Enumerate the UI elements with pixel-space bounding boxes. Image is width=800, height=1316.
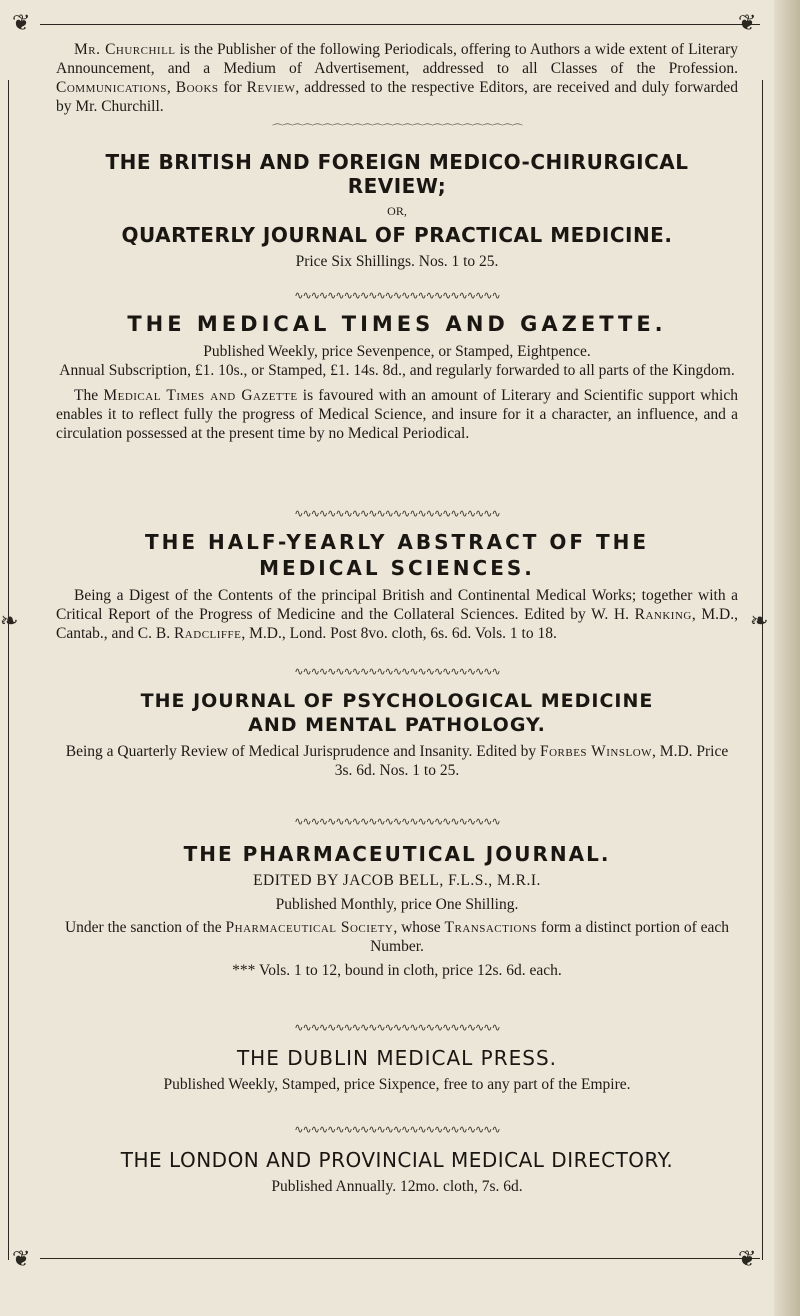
pharm-sanction: [56, 918, 738, 956]
dublin-title: THE DUBLIN MEDICAL PRESS.: [236, 1046, 558, 1070]
pharm-s-pre: Under the sanction of the: [64, 919, 226, 936]
intro-text-4: , addressed to the respective Editors, are received and duly forwarded by Mr. Churchill.: [56, 79, 738, 115]
intro-text-1: is the Publisher of the following Periodicals, offering to Authors a wide extent of Literary Announcement, and a Medium of Advertisement, addressed to all Classes of the Profession.: [56, 41, 738, 77]
psych-p2: , M.D. Price 3s. 6d. Nos. 1 to 25.: [334, 743, 729, 779]
abstract-p1: Being a Digest of the Contents of the principal British and Continental Medical Works; together with a Critical Report of the Progress of Medicine and the Collateral Sciences. Edited by W. H.: [56, 587, 738, 623]
psych-description: [56, 742, 738, 780]
intro-communications: Communications: [56, 79, 167, 96]
psych-p1: Being a Quarterly Review of Medical Jurisprudence and Insanity. Edited by: [65, 743, 540, 760]
intro-prefix: Mr.: [74, 41, 106, 58]
left-border-rule: [8, 80, 9, 1260]
abstract-radcliffe: Radcliffe: [173, 625, 242, 642]
psych-title-2: AND MENTAL PATHOLOGY.: [248, 714, 546, 736]
review-title: THE BRITISH AND FOREIGN MEDICO-CHIRURGICAL REVIEW;: [105, 150, 689, 198]
section-medical-directory: [56, 1124, 738, 1196]
top-border-rule: [40, 24, 760, 25]
wavy-divider: ∿∿∿∿∿∿∿∿∿∿∿∿∿∿∿∿∿∿∿∿∿∿∿∿∿: [294, 1022, 500, 1034]
pharm-s-post: form a distinct portion of each Number.: [370, 919, 730, 955]
directory-line: Published Annually. 12mo. cloth, 7s. 6d.: [271, 1178, 523, 1195]
section-dublin-medical-press: [56, 1022, 738, 1094]
corner-ornament-top-left: ❦: [12, 10, 31, 35]
pharm-society: Pharmaceutical Society: [225, 919, 394, 936]
bottom-border-rule: [40, 1258, 760, 1259]
times-para-post: is favoured with an amount of Literary and Scientific support which enables it to reflect fully the progress of Medical Science, and insure for it a character, an influence, and a circulation possessed at the present time by no Medical Periodical.: [56, 387, 738, 442]
review-subtitle: QUARTERLY JOURNAL OF PRACTICAL MEDICINE.: [121, 223, 673, 247]
psych-title-1: THE JOURNAL OF PSYCHOLOGICAL MEDICINE: [140, 690, 654, 712]
corner-ornament-top-right: ❦: [738, 10, 757, 35]
side-ornament-left: ❧: [0, 608, 19, 633]
corner-ornament-bottom-left: ❦: [12, 1246, 31, 1271]
scallop-divider: ⌒⌒⌒⌒⌒⌒⌒⌒⌒⌒⌒⌒⌒⌒⌒⌒⌒⌒⌒⌒⌒⌒⌒⌒⌒: [272, 124, 522, 136]
abstract-ranking: Ranking: [634, 606, 692, 623]
right-border-rule: [762, 80, 763, 1260]
wavy-divider: ∿∿∿∿∿∿∿∿∿∿∿∿∿∿∿∿∿∿∿∿∿∿∿∿∿: [294, 816, 500, 828]
section-half-yearly-abstract: [56, 508, 738, 643]
pharm-title: THE PHARMACEUTICAL JOURNAL.: [183, 842, 611, 866]
wavy-divider: ∿∿∿∿∿∿∿∿∿∿∿∿∿∿∿∿∿∿∿∿∿∿∿∿∿: [294, 1124, 500, 1136]
publisher-intro: [56, 40, 738, 116]
section-medical-times: [56, 290, 738, 443]
directory-title: THE LONDON AND PROVINCIAL MEDICAL DIRECTORY.: [120, 1148, 674, 1172]
dublin-line: Published Weekly, Stamped, price Sixpence, free to any part of the Empire.: [163, 1076, 631, 1093]
section-medico-chirurgical-review: [56, 124, 738, 271]
side-ornament-right: ❧: [750, 608, 769, 633]
times-para-pre: The: [74, 387, 104, 404]
intro-text-3: for: [218, 79, 247, 96]
times-description: [56, 386, 738, 443]
pharm-editor: EDITED BY JACOB BELL, F.L.S., M.R.I.: [253, 872, 541, 889]
abstract-title-1: THE HALF-YEARLY ABSTRACT OF THE: [144, 530, 650, 554]
times-line-1: Published Weekly, price Sevenpence, or Stamped, Eightpence.: [203, 343, 591, 360]
wavy-divider: ∿∿∿∿∿∿∿∿∿∿∿∿∿∿∿∿∿∿∿∿∿∿∿∿∿: [294, 508, 500, 520]
page-edge-shadow: [774, 0, 800, 1316]
times-title: THE MEDICAL TIMES AND GAZETTE.: [127, 312, 667, 336]
abstract-title-2: MEDICAL SCIENCES.: [259, 556, 535, 580]
intro-name: Churchill: [105, 41, 176, 58]
wavy-divider: ∿∿∿∿∿∿∿∿∿∿∿∿∿∿∿∿∿∿∿∿∿∿∿∿∿: [294, 290, 500, 302]
abstract-p3: , M.D., Lond. Post 8vo. cloth, 6s. 6d. Vols. 1 to 18.: [241, 625, 557, 642]
psych-forbes: Forbes Winslow: [539, 743, 653, 760]
wavy-divider: ∿∿∿∿∿∿∿∿∿∿∿∿∿∿∿∿∿∿∿∿∿∿∿∿∿: [294, 666, 500, 678]
abstract-p2: , M.D., Cantab., and C. B.: [56, 606, 738, 642]
pharm-monthly: Published Monthly, price One Shilling.: [275, 896, 519, 913]
pharm-transactions: Transactions: [444, 919, 538, 936]
section-psychological-medicine: [56, 666, 738, 780]
intro-review: Review: [246, 79, 296, 96]
pharm-vols: *** Vols. 1 to 12, bound in cloth, price 12s. 6d. each.: [232, 962, 562, 979]
section-pharmaceutical-journal: [56, 816, 738, 980]
times-para-sc: Medical Times and Gazette: [103, 387, 298, 404]
times-line-2: Annual Subscription, £1. 10s., or Stamped, £1. 14s. 8d., and regularly forwarded to all parts of the Kingdom.: [59, 362, 735, 379]
pharm-s-mid: , whose: [393, 919, 445, 936]
abstract-description: [56, 586, 738, 643]
corner-ornament-bottom-right: ❦: [738, 1246, 757, 1271]
review-or: OR,: [387, 204, 407, 218]
review-price: Price Six Shillings. Nos. 1 to 25.: [295, 253, 499, 270]
intro-books: Books: [175, 79, 219, 96]
intro-text-2: ,: [166, 79, 176, 96]
